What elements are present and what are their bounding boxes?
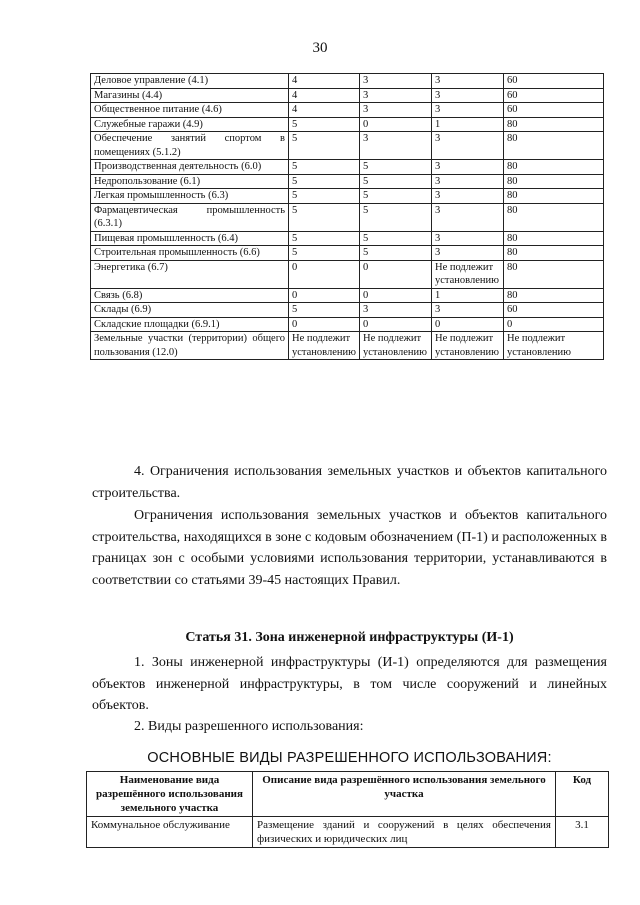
value-cell: 3	[432, 189, 504, 204]
use-type-cell: Земельные участки (территории) общего пользования (12.0)	[91, 332, 289, 360]
value-cell: 4	[289, 103, 360, 118]
use-type-cell: Обеспечение занятий спортом в помещениях (5.1.2)	[91, 132, 289, 160]
value-cell: 3	[360, 303, 432, 318]
value-cell: 1	[432, 288, 504, 303]
section-4-text: Ограничения использования земельных участков и объектов капитального строительства, находящихся в зоне с кодовым обозначением (П-1) и расположенных в границах зон с особыми условиями использования территории, устанавливаются в соответствии со статьями 39-45 настоящих Правил.	[92, 508, 607, 588]
value-cell: 0	[360, 288, 432, 303]
use-type-cell: Пищевая промышленность (6.4)	[91, 231, 289, 246]
value-cell: 5	[289, 303, 360, 318]
value-cell: 3	[432, 74, 504, 89]
value-cell: 5	[289, 160, 360, 175]
value-cell: 60	[504, 303, 604, 318]
regulations-table	[90, 73, 604, 360]
value-cell: 60	[504, 103, 604, 118]
value-cell: 5	[289, 231, 360, 246]
value-cell: 3	[432, 203, 504, 231]
value-cell: 4	[289, 74, 360, 89]
article-31-paragraph-1: 1. Зоны инженерной инфраструктуры (И-1) определяются для размещения объектов инженерной инфраструктуры, в том числе сооружений и линейных объектов.	[92, 655, 607, 713]
table-row	[91, 160, 604, 175]
value-cell: Не подлежит установлению	[289, 332, 360, 360]
table-row	[91, 88, 604, 103]
value-cell: 5	[360, 231, 432, 246]
value-cell: 5	[289, 174, 360, 189]
value-cell: 3	[360, 103, 432, 118]
value-cell: 5	[360, 174, 432, 189]
column-header-code: Код	[556, 772, 609, 817]
use-type-cell: Магазины (4.4)	[91, 88, 289, 103]
table-row	[91, 203, 604, 231]
value-cell: 3	[432, 174, 504, 189]
value-cell: 1	[432, 117, 504, 132]
table-row	[87, 817, 609, 848]
value-cell: 80	[504, 174, 604, 189]
use-type-cell: Энергетика (6.7)	[91, 260, 289, 288]
main-uses-table	[86, 771, 609, 848]
value-cell: 3	[360, 88, 432, 103]
use-type-cell: Служебные гаражи (4.9)	[91, 117, 289, 132]
value-cell: 80	[504, 203, 604, 231]
value-cell: 80	[504, 231, 604, 246]
value-cell: 3	[432, 132, 504, 160]
article-31-title: Статья 31. Зона инженерной инфраструктуры (И-1)	[185, 630, 514, 645]
value-cell: 0	[432, 317, 504, 332]
table-row	[91, 174, 604, 189]
use-code: 3.1	[556, 817, 609, 848]
value-cell: 0	[360, 117, 432, 132]
value-cell: 5	[289, 189, 360, 204]
use-type-cell: Строительная промышленность (6.6)	[91, 246, 289, 261]
use-type-cell: Фармацевтическая промышленность (6.3.1)	[91, 203, 289, 231]
value-cell: 0	[504, 317, 604, 332]
value-cell: 5	[289, 246, 360, 261]
value-cell: 3	[432, 88, 504, 103]
value-cell: 60	[504, 88, 604, 103]
use-type-cell: Деловое управление (4.1)	[91, 74, 289, 89]
table-row	[91, 117, 604, 132]
value-cell: 3	[432, 303, 504, 318]
use-type-cell: Общественное питание (4.6)	[91, 103, 289, 118]
value-cell: 80	[504, 288, 604, 303]
value-cell: 60	[504, 74, 604, 89]
value-cell: Не подлежит установлению	[432, 332, 504, 360]
value-cell: 5	[289, 117, 360, 132]
use-type-cell: Недропользование (6.1)	[91, 174, 289, 189]
value-cell: 0	[289, 317, 360, 332]
table-row	[91, 189, 604, 204]
value-cell: 4	[289, 88, 360, 103]
value-cell: 3	[432, 160, 504, 175]
value-cell: 80	[504, 117, 604, 132]
table-row	[91, 246, 604, 261]
value-cell: 3	[432, 231, 504, 246]
value-cell: 0	[360, 260, 432, 288]
value-cell: 5	[360, 189, 432, 204]
value-cell: 3	[360, 74, 432, 89]
use-type-cell: Связь (6.8)	[91, 288, 289, 303]
value-cell: 5	[289, 132, 360, 160]
value-cell: 80	[504, 260, 604, 288]
table-row	[91, 332, 604, 360]
table-row	[91, 103, 604, 118]
value-cell: 5	[289, 203, 360, 231]
value-cell: 80	[504, 189, 604, 204]
page-number: 30	[312, 40, 328, 56]
value-cell: 5	[360, 160, 432, 175]
article-31-paragraph-2: 2. Виды разрешенного использования:	[134, 719, 364, 734]
table-row	[91, 231, 604, 246]
value-cell: 5	[360, 203, 432, 231]
table-row	[91, 317, 604, 332]
value-cell: 0	[289, 288, 360, 303]
column-header-description: Описание вида разрешённого использования земельного участка	[253, 772, 556, 817]
table-header-row	[87, 772, 609, 817]
main-uses-caption: ОСНОВНЫЕ ВИДЫ РАЗРЕШЕННОГО ИСПОЛЬЗОВАНИЯ:	[147, 750, 552, 766]
table-row	[91, 288, 604, 303]
section-4-heading: 4. Ограничения использования земельных участков и объектов капитального строительства.	[92, 464, 607, 501]
value-cell: 0	[360, 317, 432, 332]
value-cell: Не подлежит установлению	[360, 332, 432, 360]
use-type-cell: Легкая промышленность (6.3)	[91, 189, 289, 204]
use-description: Размещение зданий и сооружений в целях обеспечения физических и юридических лиц	[253, 817, 556, 848]
value-cell: 3	[360, 132, 432, 160]
column-header-name: Наименование вида разрешённого использования земельного участка	[87, 772, 253, 817]
value-cell: 5	[360, 246, 432, 261]
value-cell: 0	[289, 260, 360, 288]
table-row	[91, 74, 604, 89]
value-cell: 3	[432, 246, 504, 261]
table-row	[91, 260, 604, 288]
value-cell: 3	[432, 103, 504, 118]
value-cell: 80	[504, 160, 604, 175]
table-row	[91, 303, 604, 318]
table-row	[91, 132, 604, 160]
use-type-cell: Производственная деятельность (6.0)	[91, 160, 289, 175]
use-name: Коммунальное обслуживание	[87, 817, 253, 848]
value-cell: 80	[504, 246, 604, 261]
value-cell: Не подлежит установлению	[504, 332, 604, 360]
use-type-cell: Склады (6.9)	[91, 303, 289, 318]
use-type-cell: Складские площадки (6.9.1)	[91, 317, 289, 332]
value-cell: Не подлежит установлению	[432, 260, 504, 288]
value-cell: 80	[504, 132, 604, 160]
